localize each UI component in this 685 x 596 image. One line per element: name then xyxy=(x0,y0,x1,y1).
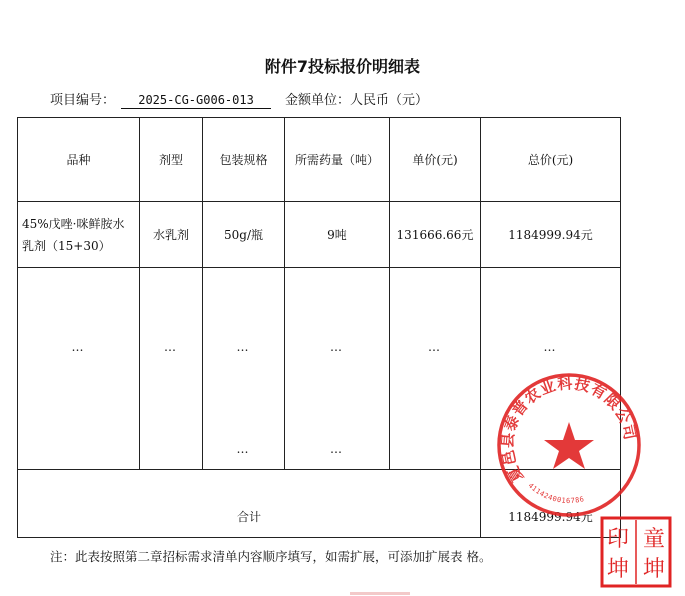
ellipsis-text: … xyxy=(330,442,344,456)
cell-quantity: 9吨 xyxy=(285,202,390,268)
cell-formulation: 水乳剂 xyxy=(140,202,203,268)
company-seal-icon xyxy=(494,370,644,520)
seal-number: 4114240016786 xyxy=(526,481,586,505)
currency-label: 金额单位：人民币（元） xyxy=(285,93,429,108)
ellipsis-cell xyxy=(285,268,390,470)
header-package: 包装规格 xyxy=(203,118,285,202)
header-variety: 品种 xyxy=(18,118,140,202)
header-unit-price: 单价(元) xyxy=(390,118,481,202)
ellipsis-text: … xyxy=(71,340,86,354)
ellipsis-cell xyxy=(390,268,481,470)
document-title: 附件7投标报价明细表 xyxy=(264,57,421,76)
personal-seal-icon xyxy=(598,514,674,590)
project-no-label: 项目编号： xyxy=(50,93,116,108)
cell-package: 50g/瓶 xyxy=(203,202,285,268)
cell-total-price: 1184999.94元 xyxy=(481,202,621,268)
svg-text:4114240016786 xyxy=(527,482,586,505)
ellipsis-cell xyxy=(140,268,203,470)
footnote: 注：此表按照第二章招标需求清单内容顺序填写，如需扩展，可添加扩展表 格。 xyxy=(50,549,492,564)
signature-char-1: 童 xyxy=(642,527,666,552)
signature-char-4: 坤 xyxy=(606,557,630,582)
ellipsis-cell xyxy=(18,268,140,470)
ellipsis-cell xyxy=(203,268,285,470)
header-total-price: 总价(元) xyxy=(481,118,621,202)
header-formulation: 剂型 xyxy=(140,118,203,202)
ellipsis-text: … xyxy=(330,340,344,354)
project-no-value: 2025-CG-G006-013 xyxy=(121,93,271,109)
table-header-row xyxy=(18,118,621,202)
bottom-mark xyxy=(350,592,410,595)
total-label: 合计 xyxy=(18,470,481,538)
total-value: 1184999.94元 xyxy=(481,470,621,538)
table-row xyxy=(18,202,621,268)
ellipsis-text: … xyxy=(428,340,442,354)
document-meta xyxy=(50,89,428,109)
seal-text: 夏邑县泰普农业科技有限公司 xyxy=(498,374,640,485)
header-quantity: 所需药量（吨） xyxy=(285,118,390,202)
cell-variety: 45%戊唑·咪鲜胺水乳剂（15+30） xyxy=(18,202,140,268)
ellipsis-text: … xyxy=(236,442,251,456)
signature-char-3: 印 xyxy=(606,527,630,552)
cell-unit-price: 131666.66元 xyxy=(390,202,481,268)
signature-char-2: 坤 xyxy=(642,557,666,582)
ellipsis-text: … xyxy=(236,340,251,354)
ellipsis-text: … xyxy=(164,340,178,354)
ellipsis-text: … xyxy=(543,340,558,354)
